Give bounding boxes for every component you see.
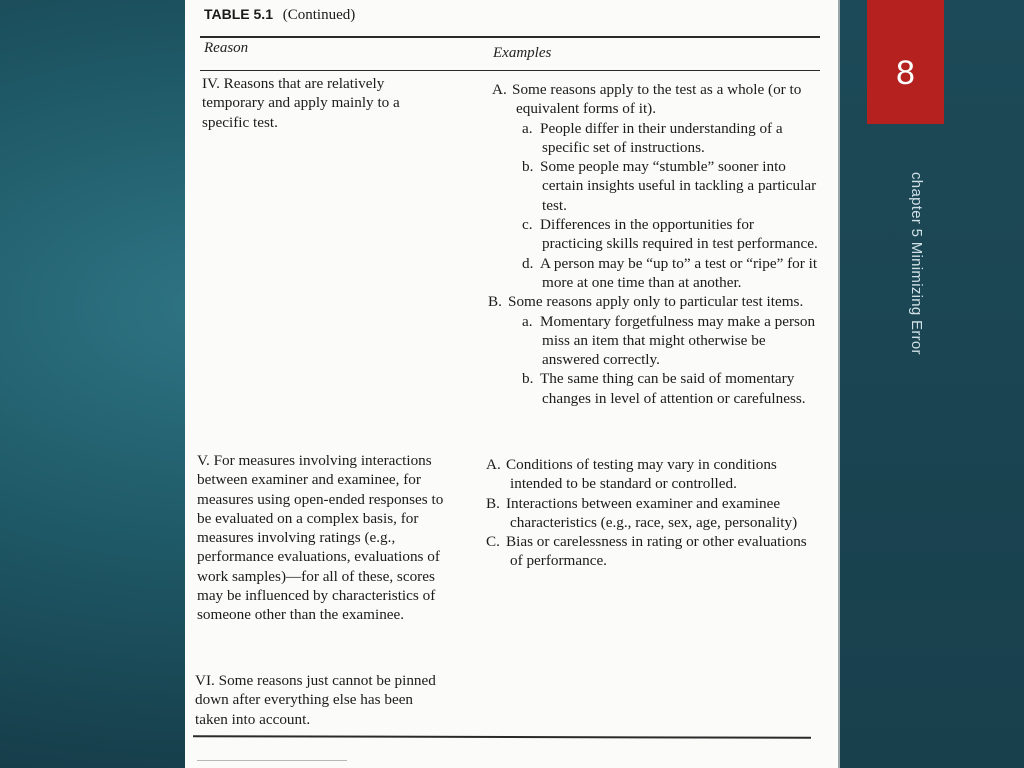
example-subitem (492, 312, 818, 370)
example-subtext: Momentary forgetfulness may make a person miss an item that might otherwise be answered correctly. (540, 312, 816, 369)
example-subitem (492, 215, 818, 254)
example-sublabel: a. (522, 312, 533, 330)
slide-number-badge: 8 (867, 0, 944, 124)
example-subitem (492, 254, 818, 293)
reason-row-vi: VI. Some reasons just cannot be pinned down after everything else has been taken into account. (195, 672, 436, 728)
example-item (486, 494, 816, 533)
example-text: Interactions between examiner and examinee characteristics (e.g., race, sex, age, personality) (506, 494, 798, 531)
example-subitem (492, 369, 818, 408)
example-item (492, 80, 818, 119)
scan-artifact-line (197, 760, 347, 761)
example-subtext: Some people may “stumble” sooner into certain insights useful in tackling a particular test. (540, 158, 817, 214)
example-item (486, 455, 816, 494)
reason-row-v: V. For measures involving interactions between examiner and examinee, for measures using open-ended responses to be evaluated on a complex basis, for measures involving ratings (e.g., performance evaluations, evaluations of work samples)—for all of these, scores may be influenced by characteristics of someone other than the examinee. (197, 452, 444, 624)
table-caption (204, 6, 355, 24)
example-sublabel: c. (522, 216, 533, 234)
scanned-table-page (185, 0, 839, 768)
example-subitem (492, 119, 818, 158)
example-item (486, 532, 816, 571)
example-text: Bias or carelessness in rating or other evaluations of performance. (506, 533, 807, 570)
example-subtext: The same thing can be said of momentary changes in level of attention or carefulness. (540, 370, 806, 407)
example-text: Some reasons apply only to particular test items. (508, 293, 804, 311)
column-header-examples: Examples (493, 45, 552, 61)
example-label: A. (486, 456, 501, 473)
table-bottom-rule (193, 735, 811, 739)
example-label: B. (488, 293, 502, 311)
reason-row-iv: IV. Reasons that are relatively temporary and apply mainly to a specific test. (202, 75, 400, 131)
example-text: Conditions of testing may vary in conditions intended to be standard or controlled. (506, 456, 777, 493)
examples-row-iv (488, 80, 818, 408)
example-sublabel: d. (522, 254, 534, 272)
page-edge (838, 0, 840, 768)
table-top-rule (200, 36, 820, 38)
table-caption-number: TABLE 5.1 (204, 6, 273, 22)
column-header-reason: Reason (204, 40, 249, 56)
slide-side-title: chapter 5 Minimizing Error (908, 172, 925, 355)
example-label: B. (486, 494, 500, 512)
example-label: C. (486, 533, 500, 551)
example-sublabel: b. (522, 370, 534, 388)
example-sublabel: a. (522, 119, 533, 137)
example-subtext: A person may be “up to” a test or “ripe” for it more at one time than at another. (540, 254, 818, 291)
table-caption-text: (Continued) (282, 7, 356, 23)
example-sublabel: b. (522, 158, 534, 176)
example-subitem (492, 157, 818, 215)
example-item (488, 292, 818, 311)
example-subtext: People differ in their understanding of a specific set of instructions. (540, 119, 783, 156)
examples-row-v (486, 455, 816, 571)
example-subtext: Differences in the opportunities for practicing skills required in test performance. (540, 216, 818, 253)
example-text: Some reasons apply to the test as a whole (or to equivalent forms of it). (512, 81, 802, 118)
example-label: A. (492, 81, 507, 98)
header-bottom-rule (200, 70, 820, 71)
